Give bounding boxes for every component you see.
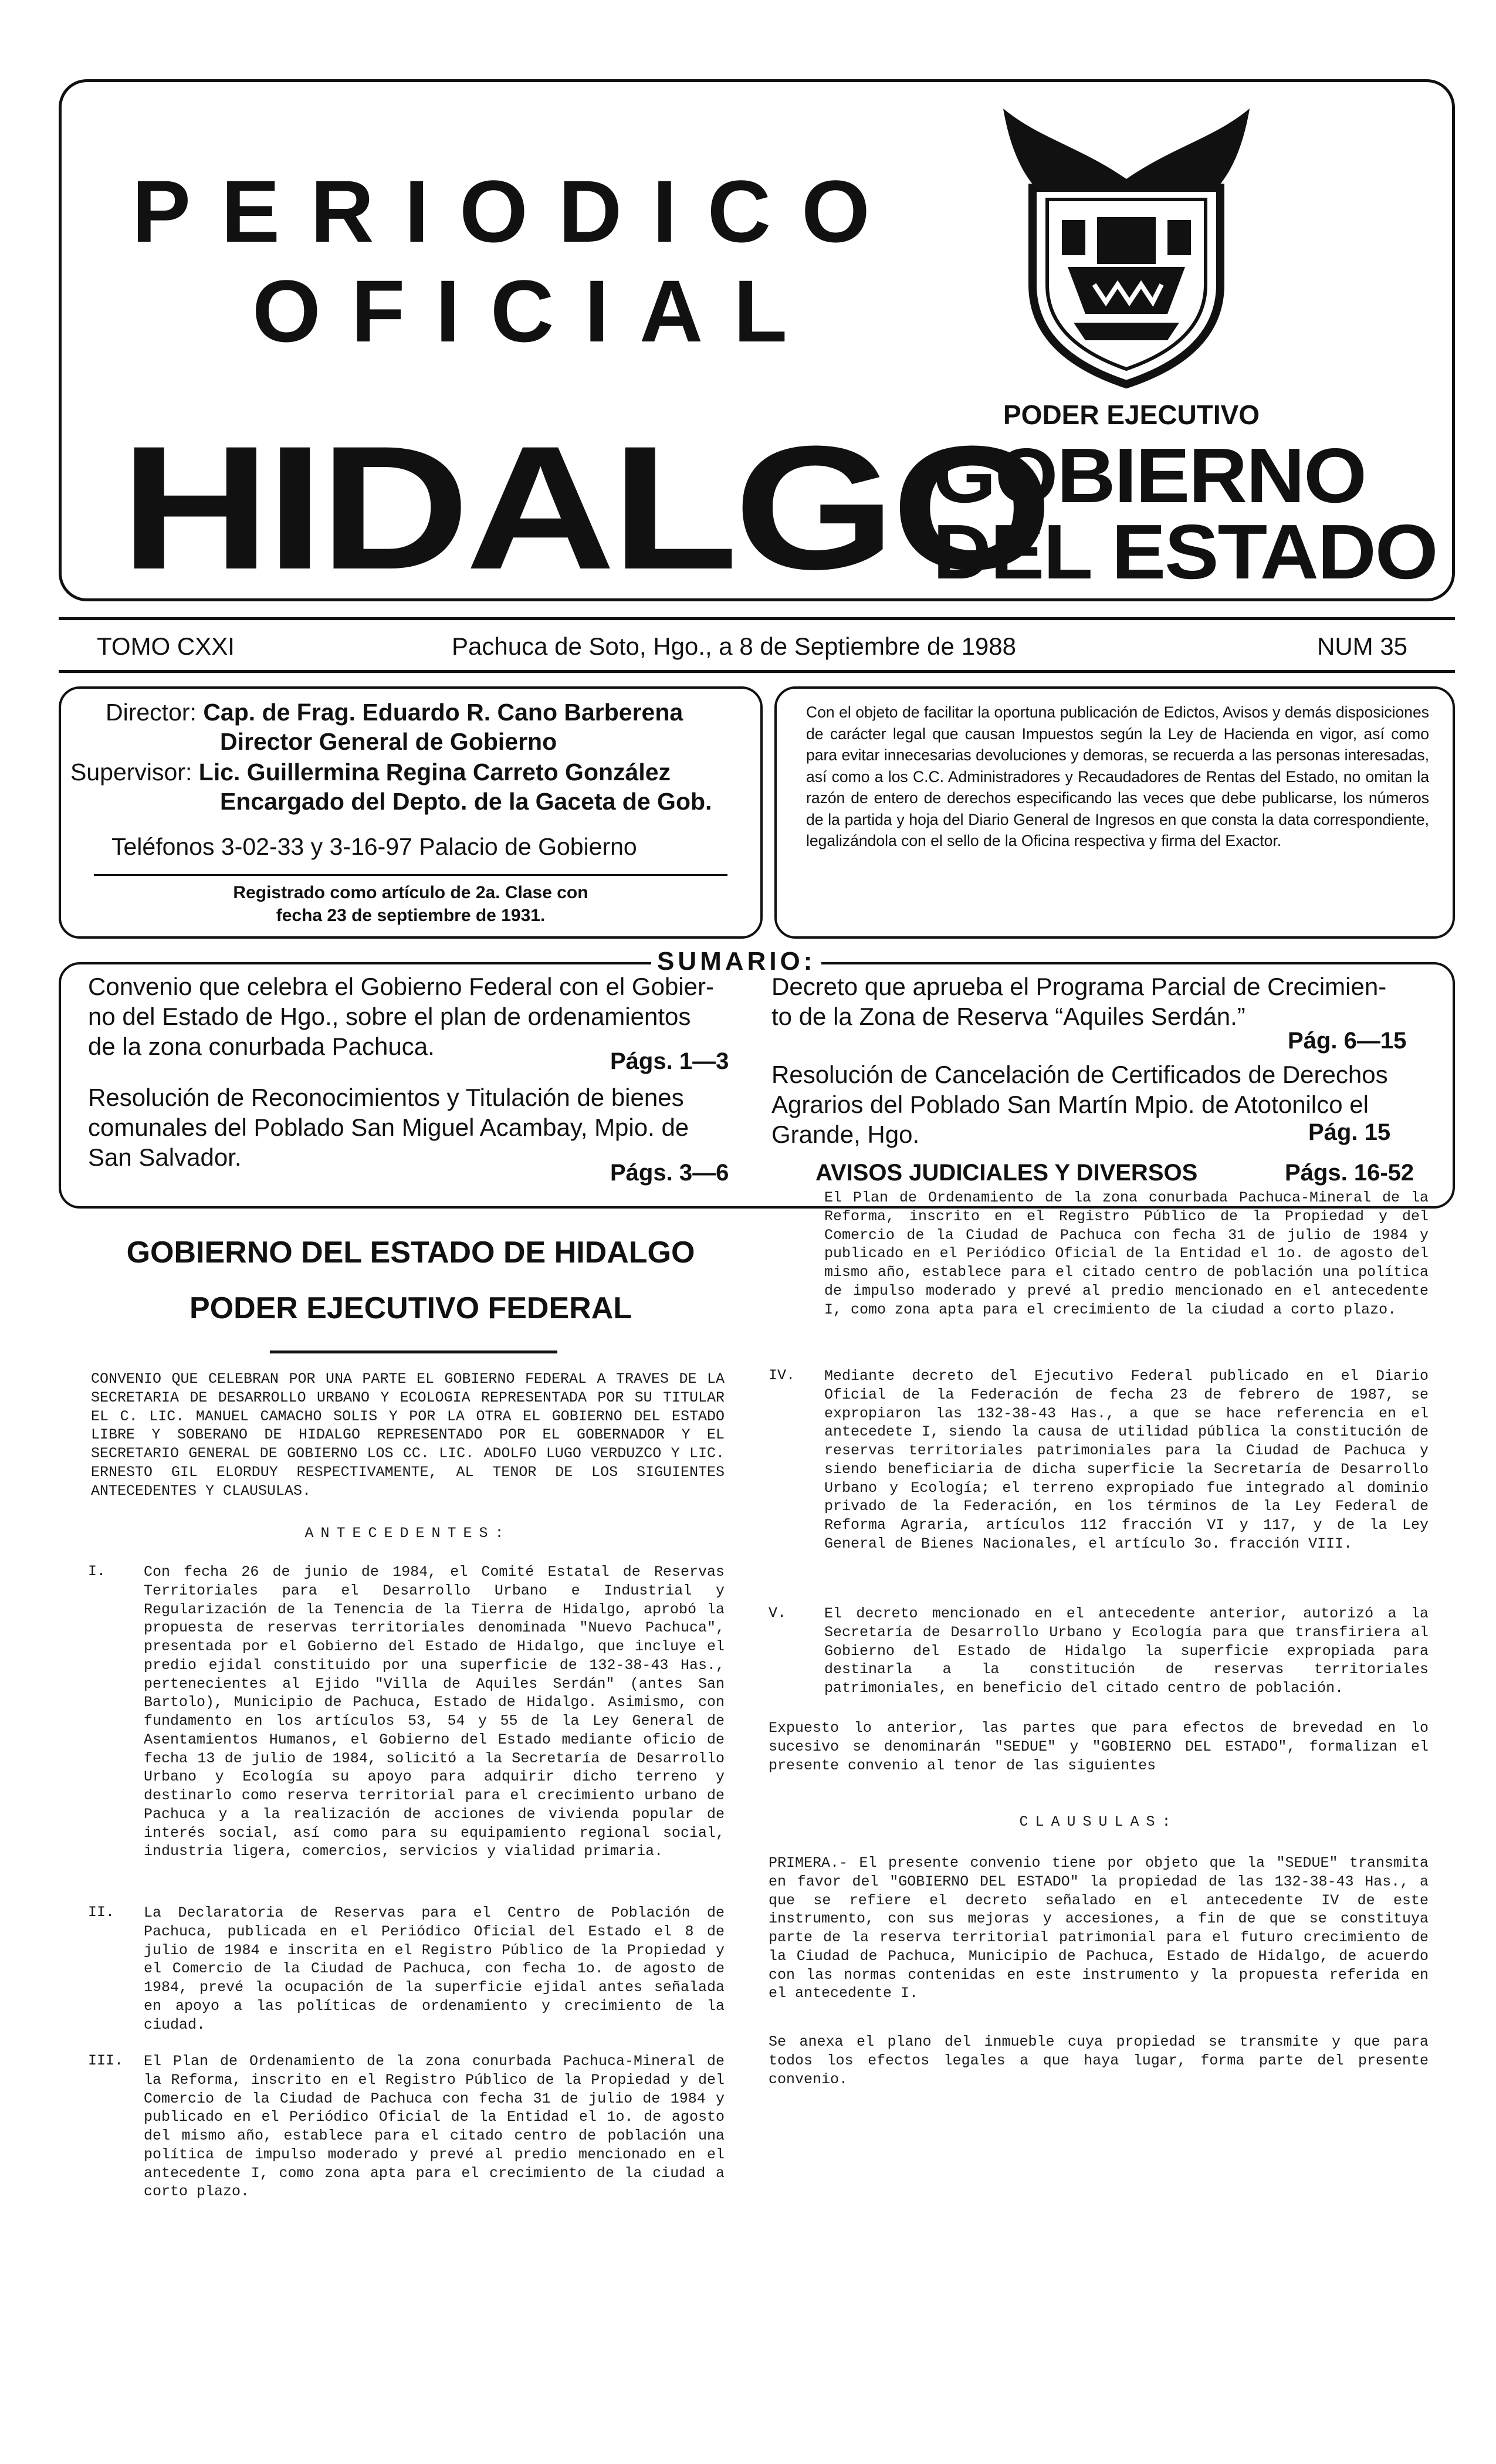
supervisor-role: Encargado del Depto. de la Gaceta de Gob. — [220, 788, 712, 815]
poder-ejecutivo-label: PODER EJECUTIVO — [1003, 400, 1260, 430]
sumario-item — [88, 1082, 745, 1173]
sumario-pages: Pág. 6—15 — [1288, 1028, 1407, 1054]
phone-numbers: Teléfonos 3-02-33 y 3-16-97 Palacio de Gobierno — [111, 833, 637, 860]
sumario-title: SUMARIO: — [651, 947, 821, 976]
sumario-line: Grande, Hgo. — [771, 1121, 920, 1149]
sumario-line: to de la Zona de Reserva “Aquiles Serdán.” — [771, 1003, 1245, 1031]
sumario-line: Resolución de Cancelación de Certificados de Derechos — [771, 1061, 1388, 1088]
antecedente-number: V. — [769, 1605, 787, 1622]
antecedente-text-start — [144, 2052, 725, 2201]
article-heading-poder: PODER EJECUTIVO FEDERAL — [189, 1291, 632, 1325]
expuesto-paragraph: Expuesto lo anterior, las partes que para efectos de brevedad en lo sucesivo se denominarán "SEDUE" y "GOBIERNO DEL ESTADO", formalizan el presente convenio al tenor de las siguientes — [769, 1720, 1429, 1774]
supervisor-line — [70, 758, 671, 787]
convenio-preamble: CONVENIO QUE CELEBRAN POR UNA PARTE EL GOBIERNO FEDERAL A TRAVES DE LA SECRETARIA DE DESARROLLO URBANO Y ECOLOGIA REPRESENTADA POR SU TITULAR EL C. LIC. MANUEL CAMACHO SOLIS Y POR LA OTRA EL GOBIERNO DEL ESTADO LIBRE Y SOBERANO DE HIDALGO REPRESENTADO POR EL GOBERNADOR Y EL SECRETARIO GENERAL DE GOBIERNO LOS CC. LIC. ADOLFO LUGO VERDUZCO Y LIC. ERNESTO GIL ELORDUY RESPECTIVAMENTE, AL TENOR DE LOS SIGUIENTES ANTECEDENTES Y CLAUSULAS. — [91, 1370, 725, 1500]
issue-number: NUM 35 — [1317, 632, 1408, 660]
director-name: Cap. de Frag. Eduardo R. Cano Barberena — [203, 699, 683, 726]
antecedente-text: El Plan de Ordenamiento de la zona conurbada Pachuca-Mineral de la Reforma, inscrito en el Registro Público de la Propiedad y del Comercio de la Ciudad de Pachuca con fecha 31 de julio de 1984 y publicado en el Periódico Oficial de la Entidad el 1o. de agosto del mismo año, establece para el citado centro de población una política de impulso moderado y prevé al predio mencionado en el antecedente I, como zona apta para el crecimiento de la ciudad a corto plazo. — [144, 2053, 725, 2201]
heading-underline — [270, 1351, 557, 1353]
sumario-line: Agrarios del Poblado San Martín Mpio. de Atotonilco el — [771, 1091, 1369, 1119]
sumario-pages: Págs. 16-52 — [1285, 1160, 1414, 1186]
issue-bar-bottom-rule — [59, 670, 1455, 673]
clausulas-title: CLAUSULAS: — [1019, 1813, 1178, 1830]
sumario-line: no del Estado de Hgo., sobre el plan de ordenamientos — [88, 1003, 691, 1031]
masthead-title-oficial: OFICIAL — [252, 262, 818, 360]
sumario-avisos: AVISOS JUDICIALES Y DIVERSOS — [815, 1160, 1198, 1186]
sumario-pages: Págs. 3—6 — [610, 1160, 729, 1186]
staff-divider — [94, 874, 727, 876]
issue-place-date: Pachuca de Soto, Hgo., a 8 de Septiembre de 1988 — [452, 632, 1017, 660]
antecedente-text: El Plan de Ordenamiento de la zona conurbada Pachuca-Mineral de la Reforma, inscrito en el Registro Público de la Propiedad y del Comercio de la Ciudad de Pachuca con fecha 31 de julio de 1984 y publicado en el Periódico Oficial de la Entidad el 1o. de agosto del mismo año, establece para el citado centro de población una política de impulso moderado y prevé al predio mencionado en el antecedente I, como zona apta para el crecimiento de la ciudad a corto plazo. — [824, 1189, 1429, 1318]
director-line — [106, 698, 683, 727]
director-label: Director: — [106, 699, 197, 726]
masthead-state-name: HIDALGO — [120, 409, 1049, 606]
sumario-line: Convenio que celebra el Gobierno Federal con el Gobier- — [88, 973, 714, 1000]
masthead-title-periodico: PERIODICO — [132, 162, 901, 260]
sumario-line: Resolución de Reconocimientos y Titulación de bienes — [88, 1084, 684, 1111]
director-role: Director General de Gobierno — [220, 728, 557, 755]
sumario-pages: Págs. 1—3 — [610, 1048, 729, 1074]
sumario-line: comunales del Poblado San Miguel Acambay, Mpio. de — [88, 1113, 689, 1142]
antecedente-number: IV. — [769, 1367, 796, 1384]
supervisor-name: Lic. Guillermina Regina Carreto González — [198, 759, 671, 786]
gobierno-line-1: GOBIERNO — [933, 432, 1366, 519]
registration-line-2: fecha 23 de septiembre de 1931. — [276, 906, 546, 925]
issue-bar-top-rule — [59, 617, 1455, 620]
tomo-number: TOMO CXXI — [97, 632, 235, 660]
antecedente-number: II. — [88, 1904, 115, 1921]
sumario-line: Decreto que aprueba el Programa Parcial de Crecimien- — [771, 973, 1387, 1000]
publication-notice: Con el objeto de facilitar la oportuna publicación de Edictos, Avisos y demás disposiciones de carácter legal que causan Impuestos según la Ley de Hacienda en vigor, así como para evitar innecesarias devoluciones y demoras, se recuerda a las personas interesadas, así como a los C.C. Administradores y Recaudadores de Rentas del Estado, no omitan la razón de entero de derechos especificando las veces que debe publicarse, los números de la partida y hoja del Diario General de Ingresos en que consta la data correspondiente, legalizándola con el sello de la Oficina respectiva y firma del Exactor. — [774, 686, 1455, 939]
state-coat-of-arms-icon — [991, 91, 1261, 396]
sumario-item — [771, 972, 1440, 1031]
sumario-pages: Pág. 15 — [1308, 1119, 1391, 1145]
article-heading-gobierno: GOBIERNO DEL ESTADO DE HIDALGO — [126, 1236, 695, 1270]
antecedente-text: La Declaratoria de Reservas para el Centro de Población de Pachuca, publicada en el Periódico Oficial del Estado el 8 de julio de 1984 e inscrita en el Registro Público de la Propiedad y el Comercio de la Ciudad de Pachuca, con fecha 1o. de agosto de 1984, prevé la ocupación de la superficie ejidal antes señalada en apoyo a las políticas de ordenamiento y crecimiento de la ciudad. — [144, 1904, 725, 2033]
supervisor-label: Supervisor: — [70, 759, 192, 786]
registration-note — [82, 881, 739, 927]
gobierno-line-2: DEL ESTADO — [933, 509, 1437, 595]
antecedente-number: I. — [88, 1563, 106, 1580]
antecedentes-title: ANTECEDENTES: — [304, 1525, 511, 1542]
antecedente-text-continued — [824, 1189, 1429, 1356]
anexo-paragraph: Se anexa el plano del inmueble cuya propiedad se transmite y que para todos los efectos legales a que haya lugar, forma parte del presente convenio. — [769, 2033, 1429, 2088]
antecedente-text: El decreto mencionado en el antecedente anterior, autorizó a la Secretaría de Desarrollo Urbano y Ecología para que transfiriera al Gobierno del Estado de Hidalgo la superficie expropiada para destinarla a la constitución de reservas territoriales patrimoniales, en beneficio del citado centro de población. — [824, 1605, 1429, 1697]
sumario-line: de la zona conurbada Pachuca. — [88, 1033, 435, 1061]
antecedente-number: III. — [88, 2052, 124, 2069]
sumario-line: San Salvador. — [88, 1143, 242, 1172]
clausula-primera: PRIMERA.- El presente convenio tiene por objeto que la "SEDUE" transmita en favor del "GOBIERNO DEL ESTADO" la propiedad de las 132-38-43 Has., a que se refiere el decreto señalado en el antecedente IV de este instrumento, con sus mejoras y accesiones, a fin de que se constituya parte de la reserva territorial patrimonial para el futuro crecimiento de la Ciudad de Pachuca, Municipio de Pachuca, Estado de Hidalgo, de acuerdo con las normas contenidas en este instrumento y la propuesta referida en el antecedente I. — [769, 1854, 1429, 2002]
antecedente-text: Mediante decreto del Ejecutivo Federal publicado en el Diario Oficial de la Federación de fecha 23 de febrero de 1987, se expropiaron las 132-38-43 Has., a que se hace referencia en el antecedete I, siendo la causa de utilidad pública la constitución de reservas territoriales patrimoniales para la Ciudad de Pachuca y siendo beneficiaria de dicha superficie la Secretaría de Desarrollo Urbano y Ecología; el terreno expropiado fue integrado al dominio privado de la Federación, en los términos de la Ley Federal de Reforma Agraria, artículos 112 fracción VI y 117, y de la Ley General de Bienes Nacionales, el artículo 3o. fracción VIII. — [824, 1368, 1429, 1552]
registration-line-1: Registrado como artículo de 2a. Clase con — [233, 883, 588, 902]
antecedente-text: Con fecha 26 de junio de 1984, el Comité Estatal de Reservas Territoriales para el Desarrollo Urbano e Industrial y Regularización de la Tenencia de la Tierra de Hidalgo, aprobó la propuesta de reservas territoriales denominada "Nuevo Pachuca", presentada por el Gobierno del Estado de Hidalgo, que incluye el predio ejidal constituido por una superficie de 132-38-43 Has., pertenecientes al Ejido "Villa de Aquiles Serdán" (antes San Bartolo), Municipio de Pachuca, Estado de Hidalgo. Asimismo, con fundamento en los artículos 53, 54 y 55 de la Ley General de Asentamientos Humanos, el Gobierno del Estado mediante oficio de fecha 13 de julio de 1984, solicitó a la Secretaría de Desarrollo Urbano y Ecología su apoyo para adquirir dicho terreno y destinarlo como reserva territorial para el crecimiento urbano de Pachuca y a la realización de acciones de vivienda popular de interés social, así como para su equipamiento regional social, industria ligera, comercios, servicios y vialidad primaria. — [144, 1563, 725, 1860]
